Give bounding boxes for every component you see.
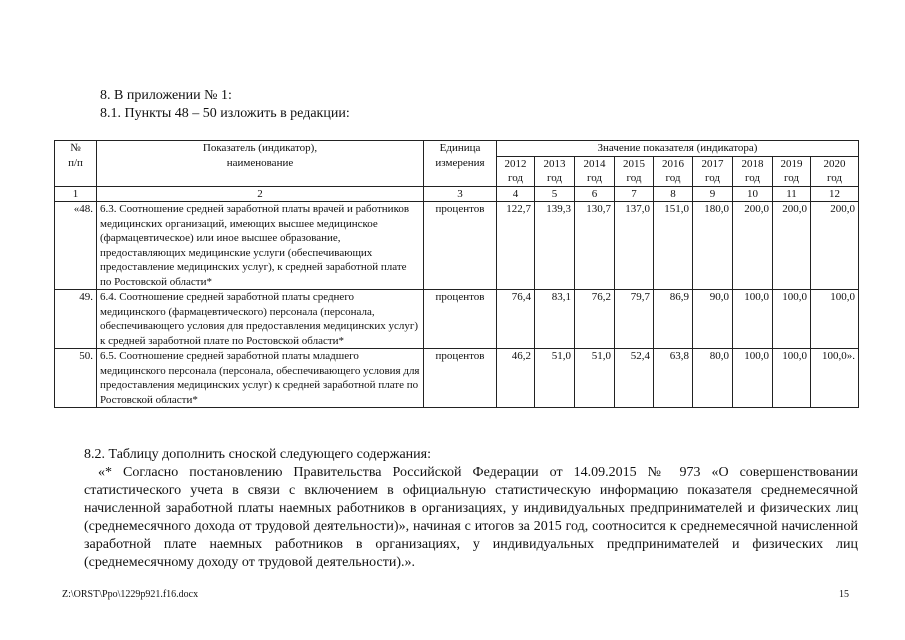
column-number: 7 [615, 186, 654, 202]
column-number: 6 [575, 186, 615, 202]
header-year: 2012 год [497, 156, 535, 186]
column-number: 11 [773, 186, 811, 202]
header-row [55, 141, 859, 157]
header-indicator: Показатель (индикатор), наименование [97, 141, 424, 187]
value-cell: 122,7 [497, 202, 535, 290]
value-cell: 139,3 [535, 202, 575, 290]
header-year: 2016 год [654, 156, 693, 186]
value-cell: 80,0 [693, 349, 733, 408]
value-cell: 100,0 [811, 290, 859, 349]
value-cell: 76,2 [575, 290, 615, 349]
value-cell: 130,7 [575, 202, 615, 290]
header-year: 2013 год [535, 156, 575, 186]
row-number: 50. [55, 349, 97, 408]
footnote-text: «* Согласно постановлению Правительства Российской Федерации от 14.09.2015 № 973 «О совершенствовании статистического учета в связи с включением в официальную статистическую информацию показателя среднемесячной начисленной заработной платы наемных работников в организациях, у индивидуальных предпринимателей и физических лиц (среднемесячного дохода от трудовой деятельности)», начиная с итогов за 2015 год, соотносится к среднемесячной начисленной заработной плате наемных работников в организациях, у индивидуальных предпринимателей и физических лиц (среднемесячному доходу от трудовой деятельности).». [84, 465, 858, 570]
section-heading: 8. В приложении № 1: [100, 88, 232, 103]
value-cell: 86,9 [654, 290, 693, 349]
subsection-heading: 8.1. Пункты 48 – 50 изложить в редакции: [100, 106, 350, 121]
footer-file-path: Z:\ORST\Ppo\1229p921.f16.docx [62, 589, 199, 600]
value-cell: 151,0 [654, 202, 693, 290]
value-cell: 83,1 [535, 290, 575, 349]
indicator-name: 6.3. Соотношение средней заработной платы врачей и работников медицинских организаций, имеющих высшее медицинское (фармацевтическое) или иное высшее образование, предоставляющих медицинские услуги (обеспечивающих предоставление медицинских услуг), к средней заработной плате по Ростовской области* [97, 202, 424, 290]
header-year: 2014 год [575, 156, 615, 186]
unit-cell: процентов [424, 349, 497, 408]
column-numbers-row [55, 186, 859, 202]
page-number: 15 [839, 589, 849, 600]
value-cell: 90,0 [693, 290, 733, 349]
header-values-group: Значение показателя (индикатора) [497, 141, 859, 157]
value-cell: 100,0 [773, 349, 811, 408]
row-number: 49. [55, 290, 97, 349]
unit-cell: процентов [424, 202, 497, 290]
column-number: 9 [693, 186, 733, 202]
value-cell: 200,0 [773, 202, 811, 290]
table-row [55, 290, 859, 349]
footnote-intro: 8.2. Таблицу дополнить сноской следующего содержания: [84, 447, 431, 462]
column-number: 8 [654, 186, 693, 202]
value-cell: 51,0 [575, 349, 615, 408]
value-cell: 76,4 [497, 290, 535, 349]
value-cell: 100,0». [811, 349, 859, 408]
value-cell: 180,0 [693, 202, 733, 290]
table-row [55, 349, 859, 408]
value-cell: 200,0 [811, 202, 859, 290]
header-year: 2019 год [773, 156, 811, 186]
column-number: 2 [97, 186, 424, 202]
value-cell: 79,7 [615, 290, 654, 349]
value-cell: 100,0 [773, 290, 811, 349]
value-cell: 200,0 [733, 202, 773, 290]
value-cell: 137,0 [615, 202, 654, 290]
value-cell: 46,2 [497, 349, 535, 408]
indicator-name: 6.5. Соотношение средней заработной платы младшего медицинского персонала (персонала, обеспечивающего условия для предоставления медицинских услуг) к средней заработной плате по Ростовской области* [97, 349, 424, 408]
header-year: 2017 год [693, 156, 733, 186]
value-cell: 100,0 [733, 290, 773, 349]
table-row [55, 202, 859, 290]
header-unit: Единица измерения [424, 141, 497, 187]
column-number: 5 [535, 186, 575, 202]
indicators-table [54, 140, 859, 408]
header-year: 2020 год [811, 156, 859, 186]
header-num: № п/п [55, 141, 97, 187]
column-number: 12 [811, 186, 859, 202]
unit-cell: процентов [424, 290, 497, 349]
value-cell: 52,4 [615, 349, 654, 408]
header-year: 2018 год [733, 156, 773, 186]
row-number: «48. [55, 202, 97, 290]
value-cell: 100,0 [733, 349, 773, 408]
indicator-name: 6.4. Соотношение средней заработной платы среднего медицинского (фармацевтического) персонала (персонала, обеспечивающего условия для предоставления медицинских услуг) к средней заработной плате по Ростовской области* [97, 290, 424, 349]
column-number: 10 [733, 186, 773, 202]
value-cell: 63,8 [654, 349, 693, 408]
column-number: 1 [55, 186, 97, 202]
column-number: 3 [424, 186, 497, 202]
footnote-section [84, 446, 858, 572]
column-number: 4 [497, 186, 535, 202]
header-year: 2015 год [615, 156, 654, 186]
value-cell: 51,0 [535, 349, 575, 408]
